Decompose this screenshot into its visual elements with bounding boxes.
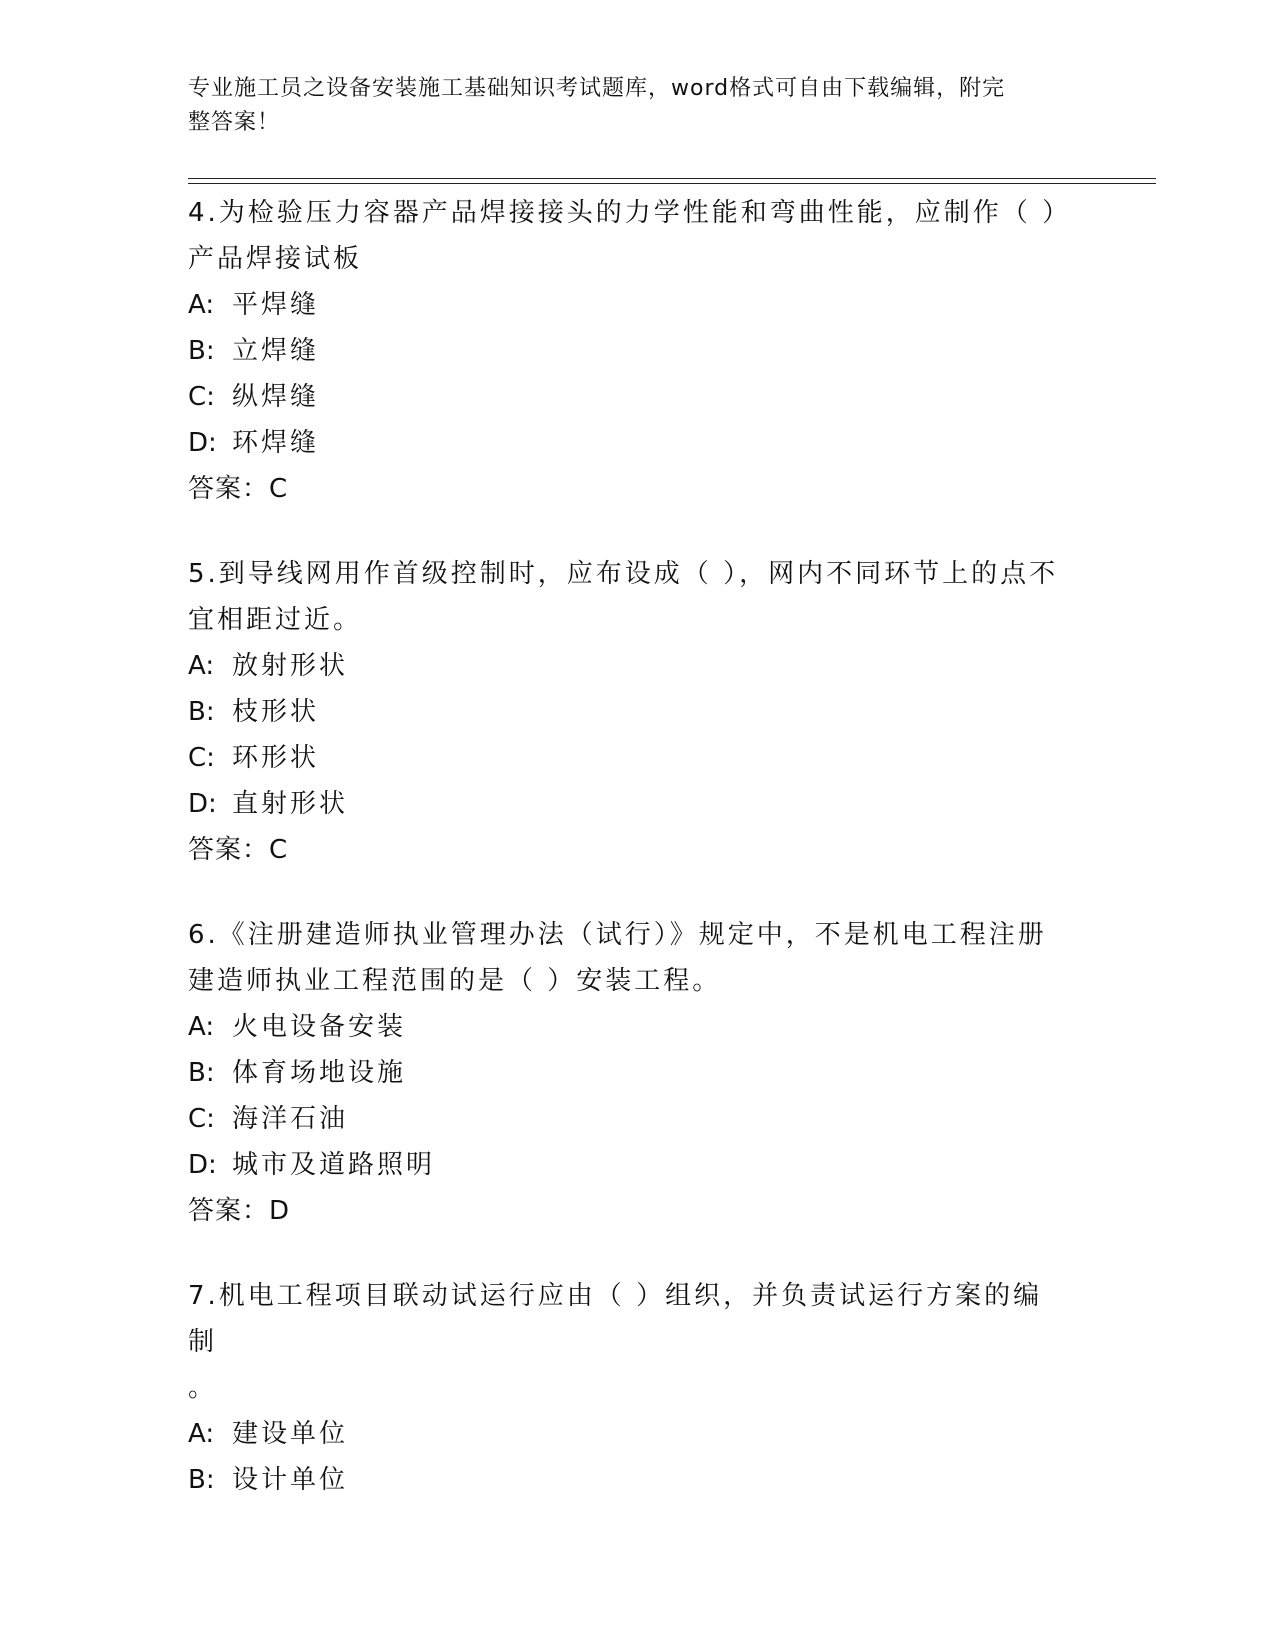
- question-text-line: 宜相距过近。: [188, 605, 363, 635]
- option-text: 放射形状: [232, 651, 349, 681]
- option-text: 火电设备安装: [232, 1012, 407, 1042]
- question-text-line: 4.为检验压力容器产品焊接接头的力学性能和弯曲性能，应制作（ ）: [188, 198, 1072, 228]
- option-text: 直射形状: [232, 789, 349, 819]
- option-c: [188, 374, 1088, 420]
- option-b: [188, 1050, 1088, 1096]
- header-divider-bottom: [188, 183, 1156, 184]
- option-d: [188, 1142, 1088, 1188]
- question-7: [188, 1273, 1088, 1503]
- option-text: 枝形状: [232, 697, 320, 727]
- option-key: D:: [188, 789, 217, 819]
- option-key: B:: [188, 336, 215, 366]
- question-text: [188, 1273, 1068, 1411]
- option-b: [188, 328, 1088, 374]
- answer: [188, 827, 1088, 873]
- answer-value: C: [269, 835, 288, 865]
- option-key: C:: [188, 382, 215, 412]
- option-text: 纵焊缝: [232, 382, 320, 412]
- option-b: [188, 1457, 1088, 1503]
- header-divider-top: [188, 178, 1156, 179]
- option-key: D:: [188, 1150, 217, 1180]
- option-key: A:: [188, 1419, 215, 1449]
- option-a: [188, 1411, 1088, 1457]
- question-text-line: 建造师执业工程范围的是（ ）安装工程。: [188, 966, 722, 996]
- question-5: [188, 551, 1088, 873]
- option-key: A:: [188, 290, 215, 320]
- question-list: [188, 190, 1088, 1542]
- option-b: [188, 689, 1088, 735]
- answer-label: 答案：: [188, 474, 270, 504]
- option-key: B:: [188, 1465, 215, 1495]
- option-a: [188, 1004, 1088, 1050]
- option-text: 建设单位: [232, 1419, 349, 1449]
- answer: [188, 1188, 1088, 1234]
- answer: [188, 466, 1088, 512]
- option-key: C:: [188, 1104, 215, 1134]
- option-key: C:: [188, 743, 215, 773]
- question-text: [188, 551, 1068, 643]
- document-header: [188, 72, 1068, 140]
- header-line-1: 专业施工员之设备安装施工基础知识考试题库，word格式可自由下载编辑，附完: [188, 76, 1006, 101]
- question-text-line: 7.机电工程项目联动试运行应由（ ）组织，并负责试运行方案的编制: [188, 1281, 1043, 1357]
- option-text: 平焊缝: [232, 290, 320, 320]
- option-key: B:: [188, 1058, 215, 1088]
- answer-label: 答案：: [188, 835, 270, 865]
- option-text: 立焊缝: [232, 336, 320, 366]
- option-d: [188, 781, 1088, 827]
- question-text: [188, 190, 1072, 282]
- option-a: [188, 282, 1088, 328]
- question-text-line: 6.《注册建造师执业管理办法（试行）》规定中，不是机电工程注册: [188, 920, 1047, 950]
- option-text: 环形状: [232, 743, 320, 773]
- answer-label: 答案：: [188, 1196, 270, 1226]
- option-c: [188, 1096, 1088, 1142]
- question-text-line: 。: [188, 1373, 218, 1403]
- header-line-2: 整答案！: [188, 110, 281, 135]
- option-text: 体育场地设施: [232, 1058, 407, 1088]
- option-text: 海洋石油: [232, 1104, 349, 1134]
- answer-value: C: [269, 474, 288, 504]
- question-text-line: 5.到导线网用作首级控制时，应布设成（ ），网内不同环节上的点不: [188, 559, 1059, 589]
- question-text: [188, 912, 1068, 1004]
- answer-value: D: [269, 1196, 290, 1226]
- option-key: A:: [188, 651, 215, 681]
- option-key: B:: [188, 697, 215, 727]
- option-c: [188, 735, 1088, 781]
- option-d: [188, 420, 1088, 466]
- option-text: 城市及道路照明: [232, 1150, 436, 1180]
- option-text: 设计单位: [232, 1465, 349, 1495]
- option-key: A:: [188, 1012, 215, 1042]
- question-6: [188, 912, 1088, 1234]
- option-key: D:: [188, 428, 217, 458]
- question-text-line: 产品焊接试板: [188, 244, 363, 274]
- question-4: [188, 190, 1088, 512]
- option-text: 环焊缝: [232, 428, 320, 458]
- option-a: [188, 643, 1088, 689]
